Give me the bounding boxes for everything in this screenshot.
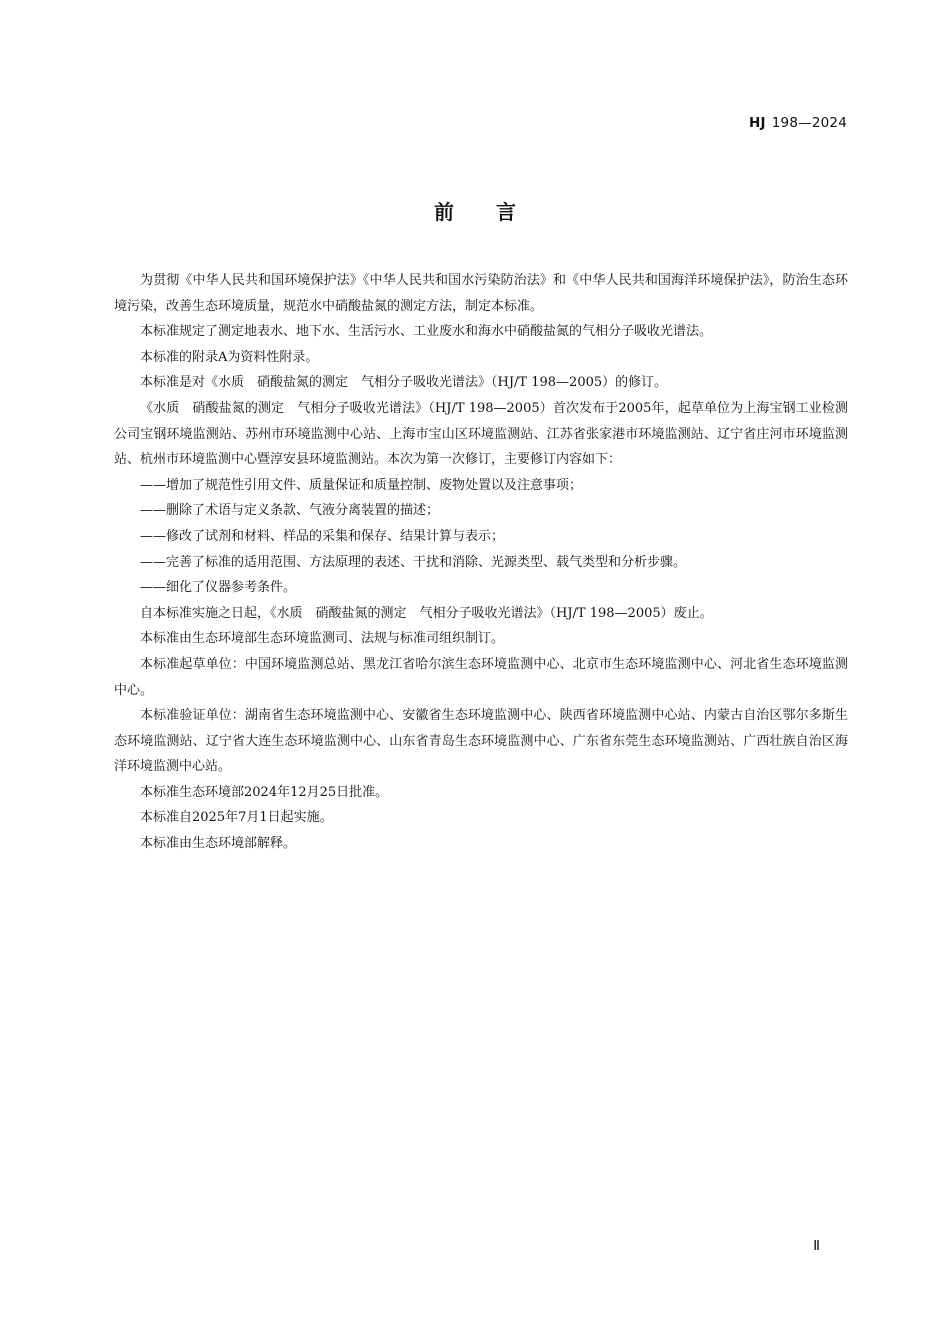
paragraph-scope: 本标准规定了测定地表水、地下水、生活污水、工业废水和海水中硝酸盐氮的气相分子吸收光谱法。 xyxy=(140,324,713,340)
list-item: ——增加了规范性引用文件、质量保证和质量控制、废物处置以及注意事项； xyxy=(140,477,583,493)
list-item: ——修改了试剂和材料、样品的采集和保存、结果计算与表示； xyxy=(140,528,505,544)
paragraph-drafters: 本标准起草单位：中国环境监测总站、黑龙江省哈尔滨生态环境监测中心、北京市生态环境监测中心、河北省生态环境监测中心。 xyxy=(114,656,848,698)
paragraph-appendix: 本标准的附录A为资料性附录。 xyxy=(140,349,319,365)
standard-code xyxy=(749,115,847,131)
paragraph-history: 《水质 硝酸盐氮的测定 气相分子吸收光谱法》（HJ/T 198—2005）首次发布于2005年，起草单位为上海宝钢工业检测公司宝钢环境监测站、苏州市环境监测中心站、上海市宝山区环境监测站、江苏省张家港市环境监测站、辽宁省庄河市环境监测站、杭州市环境监测中心暨淳安县环境监测站。本次为第一次修订，主要修订内容如下： xyxy=(114,400,848,468)
list-item: ——删除了术语与定义条款、气液分离装置的描述； xyxy=(140,503,440,519)
paragraph-revision: 本标准是对《水质 硝酸盐氮的测定 气相分子吸收光谱法》（HJ/T 198—2005）的修订。 xyxy=(140,375,668,391)
paragraph-effective: 本标准自2025年7月1日起实施。 xyxy=(140,810,333,826)
paragraph-approval: 本标准生态环境部2024年12月25日批准。 xyxy=(140,784,389,800)
foreword-body xyxy=(114,268,848,857)
paragraph-abolish: 自本标准实施之日起，《水质 硝酸盐氮的测定 气相分子吸收光谱法》（HJ/T 198—2005）废止。 xyxy=(140,605,713,621)
page-title: 前言 xyxy=(434,200,558,224)
standard-code-number: 198—2024 xyxy=(771,115,847,131)
paragraph-interpretation: 本标准由生态环境部解释。 xyxy=(140,836,297,852)
list-item: ——完善了标准的适用范围、方法原理的表述、干扰和消除、光源类型、载气类型和分析步骤。 xyxy=(140,554,687,570)
paragraph-organizer: 本标准由生态环境部生态环境监测司、法规与标准司组织制订。 xyxy=(140,631,505,647)
paragraph-purpose: 为贯彻《中华人民共和国环境保护法》《中华人民共和国水污染防治法》和《中华人民共和国海洋环境保护法》，防治生态环境污染，改善生态环境质量，规范水中硝酸盐氮的测定方法，制定本标准。 xyxy=(114,273,848,314)
paragraph-validators: 本标准验证单位：湖南省生态环境监测中心、安徽省生态环境监测中心、陕西省环境监测中心站、内蒙古自治区鄂尔多斯生态环境监测站、辽宁省大连生态环境监测中心、山东省青岛生态环境监测中心、广东省东莞生态环境监测站、广西壮族自治区海洋环境监测中心站。 xyxy=(114,708,848,775)
list-item: ——细化了仪器参考条件。 xyxy=(140,580,297,596)
page-number: Ⅱ xyxy=(813,1239,820,1254)
standard-code-prefix: HJ xyxy=(749,115,766,131)
